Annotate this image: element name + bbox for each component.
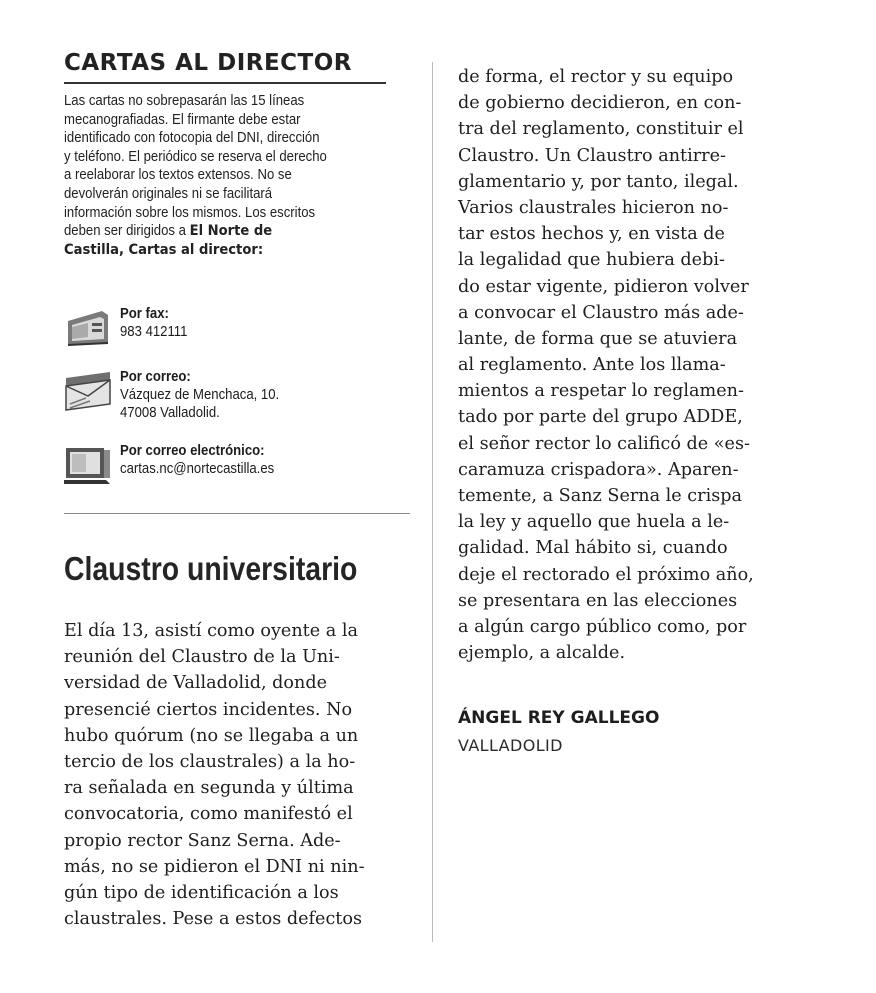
rules-line xyxy=(64,241,379,260)
text-line: do estar vigente, pidieron volver xyxy=(458,276,749,297)
contact-fax-label: Por fax: xyxy=(120,306,169,322)
mail-address-city: 47008 Valladolid. xyxy=(120,405,220,421)
text-line: más, no se pidieron el DNI ni nin- xyxy=(64,856,365,877)
text-line: la legalidad que hubiera debi- xyxy=(458,250,725,271)
text-line: tado por parte del grupo ADDE, xyxy=(458,407,743,428)
contact-fax xyxy=(64,305,414,355)
rules-line-prefix: deben ser dirigidos a xyxy=(64,223,190,240)
title-underline xyxy=(64,82,386,84)
rules-line: Las cartas no sobrepasarán las 15 líneas xyxy=(64,93,305,109)
text-line: glamentario y, por tanto, ilegal. xyxy=(458,171,739,192)
letters-info-box xyxy=(64,50,414,477)
text-line: mientos a respetar lo reglamen- xyxy=(458,381,744,402)
text-line: temente, a Sanz Serna le crispa xyxy=(458,486,742,506)
text-line: al reglamento. Ante los llama- xyxy=(458,355,726,376)
letter-body-right-column xyxy=(458,64,754,666)
text-line: la ley y aquello que huela a le- xyxy=(458,512,730,533)
newspaper-name: El Norte de xyxy=(189,222,273,240)
text-line: claustrales. Pese a estos defectos xyxy=(64,909,362,930)
fax-number: 983 412111 xyxy=(120,324,188,340)
rules-line: información sobre los mismos. Los escritos xyxy=(64,204,316,221)
rules-line: devolverán originales ni se facilitará xyxy=(64,185,273,202)
text-line: tar estos hechos y, en vista de xyxy=(458,224,725,245)
submission-rules xyxy=(64,92,379,259)
text-line: el señor rector lo calificó de «es- xyxy=(458,433,750,454)
envelope-icon xyxy=(64,370,112,412)
text-line: ejemplo, a alcalde. xyxy=(458,643,626,664)
text-line: gún tipo de identificación a los xyxy=(64,882,339,903)
text-line: lante, de forma que se atuviera xyxy=(458,328,738,349)
text-line: se presentara en las elecciones xyxy=(458,590,738,611)
column-separator xyxy=(432,62,433,942)
contact-mail-body xyxy=(120,368,279,422)
text-line: versidad de Valladolid, donde xyxy=(64,673,328,694)
contact-email xyxy=(64,442,414,492)
rules-line: mecanografiadas. El firmante debe estar xyxy=(64,111,301,128)
text-line: reunión del Claustro de la Uni- xyxy=(64,647,340,668)
text-line: caramuza crispadora». Aparen- xyxy=(458,459,739,480)
email-address: cartas.nc@nortecastilla.es xyxy=(120,461,275,477)
contact-mail xyxy=(64,368,414,428)
letter-author: ÁNGEL REY GALLEGO xyxy=(458,708,660,728)
text-line: Varios claustrales hicieron no- xyxy=(458,197,729,218)
text-line: tercio de los claustrales) a la ho- xyxy=(64,751,356,772)
mail-address-street: Vázquez de Menchaca, 10. xyxy=(120,387,280,403)
contact-email-body xyxy=(120,442,274,478)
rules-line xyxy=(64,222,379,241)
contact-fax-body xyxy=(120,305,187,341)
letter-headline: Claustro universitario xyxy=(64,550,358,587)
rules-line: y teléfono. El periódico se reserva el derecho xyxy=(64,148,327,165)
text-line: presencié ciertos incidentes. No xyxy=(64,699,353,720)
text-line: propio rector Sanz Serna. Ade- xyxy=(64,830,341,851)
computer-icon xyxy=(64,444,112,486)
rules-line: a reelaborar los textos extensos. No se xyxy=(64,167,292,184)
text-line: galidad. Mal hábito si, cuando xyxy=(458,538,728,559)
fax-icon xyxy=(64,307,112,349)
text-line: hubo quórum (no se llegaba a un xyxy=(64,725,359,746)
text-line: de forma, el rector y su equipo xyxy=(458,67,734,87)
text-line: ra señalada en segunda y última xyxy=(64,778,354,799)
text-line: a algún cargo público como, por xyxy=(458,616,747,637)
letter-body-left-column xyxy=(64,618,365,932)
text-line: deje el rectorado el próximo año, xyxy=(458,564,754,585)
rules-line: identificado con fotocopia del DNI, dirección xyxy=(64,130,320,147)
text-line: a convocar el Claustro más ade- xyxy=(458,302,744,323)
text-line: convocatoria, como manifestó el xyxy=(64,804,353,825)
letter-city: VALLADOLID xyxy=(458,736,563,755)
letters-address-name: Castilla, Cartas al director: xyxy=(64,240,264,258)
contact-email-label: Por correo electrónico: xyxy=(120,443,265,459)
section-divider xyxy=(64,513,410,514)
text-line: tra del reglamento, constituir el xyxy=(458,119,744,140)
text-line: El día 13, asistí como oyente a la xyxy=(64,621,358,641)
text-line: de gobierno decidieron, en con- xyxy=(458,93,742,114)
text-line: Claustro. Un Claustro antirre- xyxy=(458,145,726,166)
contact-mail-label: Por correo: xyxy=(120,369,191,385)
section-title: CARTAS AL DIRECTOR xyxy=(64,50,352,76)
